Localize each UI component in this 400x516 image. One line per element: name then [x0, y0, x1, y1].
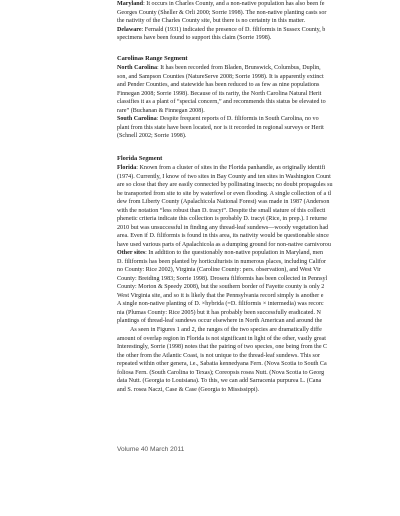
closing-line-2: amount of overlap region in Florida is not significant in light of the other, vastly great — [117, 335, 326, 342]
delaware-lead: Delaware — [117, 26, 142, 33]
nc-line-1: North Carolina: It has been recorded from Bladen, Brunswick, Columbus, Duplin, — [117, 65, 321, 71]
maryland-lead: Maryland — [117, 1, 144, 7]
nc-line-3: and Pender Counties, and statewide has been reduced to as few as nine populations — [117, 82, 320, 88]
sc-line-2: plant from this state have been located, nor is it recorded in regional surveys or Herit — [117, 124, 324, 131]
florida-lead: Florida — [117, 165, 137, 171]
other-line-4: County: Breiding 1983; Sorrie 1998). Drosera filiformis has been collected in Pennsyl — [117, 275, 328, 282]
nc-line-4: Finnegan 2008; Sorrie 1998). Because of its rarity, the North Carolina Natural Herit — [117, 90, 322, 97]
florida-line-5: dew from Liberty County (Apalachicola National Forest) was made in 1987 (Anderson — [117, 199, 330, 205]
sc-line-3: (Schnell 2002; Sorrie 1998). — [117, 133, 187, 139]
nc-lead: North Carolina — [117, 65, 158, 71]
journal-volume-footer: Volume 40 March 2011 — [117, 446, 185, 453]
florida-line-9: area. Even if D. filiformis is found in this area, its nativity would be questionable since — [117, 233, 329, 239]
nc-line-6: rare” (Buchanan & Finnegan 2008). — [117, 107, 205, 114]
florida-line-3: are so close that they are easily connected by pollinating insects; no doubt propagules su — [117, 182, 333, 188]
other-line-1: Other sites: In addition to the questionably non-native population in Maryland, men — [117, 250, 324, 256]
florida-line-6: with the notation “less robust than D. tracyi”. Despite the small stature of this collecti — [117, 207, 326, 214]
nc-line-2: son, and Sampson Counties (NatureServe 2008; Sorrie 1998). It is apparently extinct — [117, 73, 324, 80]
closing-line-1: As seen in Figures 1 and 2, the ranges of the two species are dramatically diffe — [130, 327, 322, 333]
nc-line-5: classifies it as a plant of “special concern,” and recommends this status be elevated to — [117, 99, 326, 105]
florida-line-8: 2010 but was unsuccessful in finding any thread-leaf sundews—woody vegetation had — [117, 224, 329, 231]
delaware-line-2: specimens have been found to support this claim (Sorrie 1998). — [117, 35, 272, 41]
closing-line-6: foliosa Fern. (South Carolina to Texas); Coreopsis rosea Nutt. (Nova Scotia to Georg — [117, 369, 325, 376]
other-line-3: no County: Rice 2002), Virginia (Caroline County: pers. observation), and West Vir — [117, 267, 321, 273]
florida-line-1: Florida: Known from a cluster of sites in the Florida panhandle, as originally identifi — [117, 165, 326, 171]
florida-line-4: be transported from site to site by waterfowl or even flooding. A single collection of a tl — [117, 190, 332, 197]
florida-line-2: (1974). Currently, I know of two sites in Bay County and ten sites in Washington Count — [117, 173, 331, 180]
maryland-line-2: Georges County (Sheller & Orli 2000; Sorrie 1998). The non-native planting casts sor — [117, 9, 327, 16]
closing-line-5: repeated within other genera, i.e., Sabatia kennedyana Fern. (Nova Scotia to South Ca — [117, 361, 327, 367]
florida-heading: Florida Segment — [117, 155, 163, 162]
other-line-7: A single non-native planting of D. ×hybrida (=D. filiformis × intermedia) was recorc — [117, 301, 324, 307]
maryland-line-1: Maryland: It occurs in Charles County, and a non-native population has also been fe — [117, 1, 325, 7]
sc-line-1: South Carolina: Despite frequent reports of D. filiformis in South Carolina, no vo — [117, 116, 319, 122]
other-line-5: County: Morton & Speedy 2008), but the southern border of Fayette county is only 2 — [117, 284, 325, 290]
other-line-9: plantings of thread-leaf sundews occur elsewhere in North American and around the — [117, 318, 323, 324]
other-line-8: nia (Plumas County: Rice 2005) but it has probably been successfully eradicated. N — [117, 309, 321, 316]
delaware-line-1: Delaware: Fernald (1931) indicated the presence of D. filiformis in Sussex County, b — [117, 26, 326, 33]
other-lead: Other sites — [117, 250, 146, 256]
sc-lead: South Carolina — [117, 116, 157, 122]
closing-line-3: Interestingly, Sorrie (1998) notes that the pairing of two species, one being from the C — [117, 344, 328, 350]
other-line-6: West Virginia site, and so it is likely that the Pennsylvania record simply is another e — [117, 292, 324, 299]
carolinas-heading: Carolinas Range Segment — [117, 55, 188, 62]
closing-line-8: and S. rosea Naczi, Case & Case (Georgia to Mississippi). — [117, 386, 260, 393]
closing-line-7: data Nutt. (Georgia to Louisiana). To this, we can add Sarracenia purpurea L. (Cana — [117, 378, 322, 384]
other-line-2: D. filiformis has been planted by horticulturists in numerous places, including Califor — [117, 258, 327, 265]
florida-line-7: phenetic criteria indicate this collection is probably D. tracyi (Rice, in prep.). I returne — [117, 216, 327, 222]
florida-line-10: have used various parts of Apalachicola as a dumping ground for non-native carnivorou — [117, 241, 331, 248]
closing-line-4: the other from the Atlantic Coast, is not unique to the thread-leaf sundews. This sor — [117, 352, 320, 359]
maryland-line-3: the nativity of the Charles County site, but there is no certainty in this matter. — [117, 18, 306, 24]
